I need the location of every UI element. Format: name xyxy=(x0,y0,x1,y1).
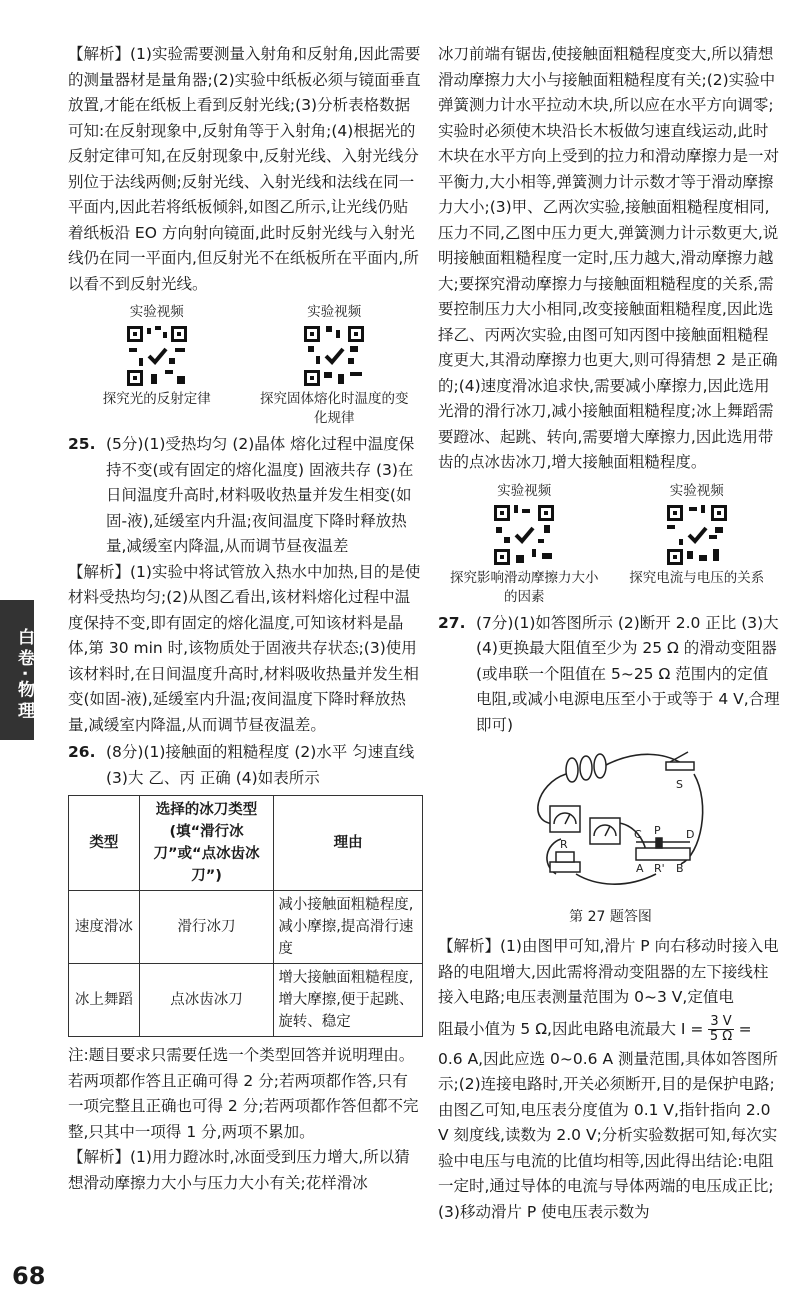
q25-answer: (5分)(1)受热均匀 (2)晶体 熔化过程中温度保持不变(或有固定的熔化温度) 固液共存 (3)在日间温度升高时,材料吸收热量并发生相变(如固-液),延缓室内升温;夜间温度下降时释放热量,减缓室内降温,从而调节昼夜温差 xyxy=(106,435,415,555)
fraction xyxy=(708,1015,733,1044)
qr-title: 实验视频 xyxy=(129,304,184,320)
voltmeter-icon xyxy=(590,818,620,844)
side-tab: 白卷·物理 xyxy=(0,600,34,740)
switch-icon xyxy=(666,752,694,770)
qr-row-1 xyxy=(68,303,423,428)
table-row xyxy=(69,964,423,1037)
table-cell: 冰上舞蹈 xyxy=(69,964,140,1037)
qr-code-icon xyxy=(665,503,729,567)
q27-answer: (7分)(1)如答图所示 (2)断开 2.0 正比 (3)大 (4)更换最大阻值至少为 25 Ω 的滑动变阻器(或串联一个阻值在 5~25 Ω 范围内的定值电阻,或减小电源电压至小于或等于 4 V,合理即可) xyxy=(476,613,780,734)
right-column xyxy=(438,42,783,1225)
table-row xyxy=(69,891,423,964)
qr-code-icon xyxy=(125,324,189,388)
qr-code-icon xyxy=(492,503,556,567)
qr-block[interactable] xyxy=(449,482,599,607)
label-r: R xyxy=(559,838,568,851)
answer-table xyxy=(68,795,423,1037)
formula-equals: = xyxy=(738,1019,752,1038)
qr-block[interactable] xyxy=(82,303,232,428)
rheostat-icon xyxy=(636,838,690,860)
table-header: 类型 xyxy=(69,796,140,891)
q26-analysis-continued: 冰刀前端有锯齿,使接触面粗糙程度变大,所以猜想滑动摩擦力大小与接触面粗糙程度有关;(2)实验中弹簧测力计水平拉动木块,所以应在水平方向调零;实验时必须使木块沿长木板做匀速直线运动,此时木块在水平方向上受到的拉力和滑动摩擦力是一对平衡力,大小相等,弹簧测力计示数才等于滑动摩擦力大小;(3)甲、乙两次实验,接触面粗糙程度相同,压力不同,乙图中压力更大,弹簧测力计示数更大,说明接触面粗糙程度一定时,压力越大,滑动摩擦力越大;要探究滑动摩擦力与接触面粗糙程度的关系,需要控制压力大小相同,改变接触面粗糙程度,因此选择乙、丙两次实验,由图可知丙图中接触面粗糙程度更大,其滑动摩擦力也更大,则可得猜想 2 是正确的;(4)速度滑冰追求快,需要减小摩擦力,因此选用光滑的滑行冰刀,减小接触面粗糙程度;冰上舞蹈需要蹬冰、起跳、转向,需要增大摩擦力,因此选用带齿的点冰齿冰刀,增大接触面粗糙程度。 xyxy=(438,45,780,471)
resistor-icon xyxy=(550,852,580,872)
qr-title: 实验视频 xyxy=(669,482,724,499)
qr-title: 实验视频 xyxy=(307,304,362,320)
qr-caption: 探究影响滑动摩擦力大小的因素 xyxy=(450,569,599,605)
q27-formula-line xyxy=(438,1011,783,1047)
battery-icon xyxy=(566,754,606,782)
table-cell: 增大接触面粗糙程度,增大摩擦,便于起跳、旋转、稳定 xyxy=(274,964,423,1037)
q24-analysis: 【解析】(1)实验需要测量入射角和反射角,因此需要的测量器材是量角器;(2)实验中纸板必须与镜面垂直放置,才能在纸板上看到反射光线;(3)分析表格数据可知:在反射现象中,反射角等于入射角;(4)根据光的反射定律可知,在反射现象中,反射光线、入射光线分别位于法线两侧;反射光线、入射光线和法线在同一平面内,因此若将纸板倾斜,如图乙所示,让光线仍贴着纸板沿 EO 方向射向镜面,此时反射光线与入射光线仍在同一平面内,但反射光不在纸板所在平面内,所以看不到反射光线。 xyxy=(68,45,421,293)
question-27 xyxy=(438,611,783,739)
left-column xyxy=(68,42,423,1196)
table-header: 选择的冰刀类型(填“滑行冰刀”或“点冰齿冰刀”) xyxy=(139,796,274,891)
q27-analysis-continued: 0.6 A,因此应选 0~0.6 A 测量范围,具体如答图所示;(2)连接电路时,开关必须断开,目的是保护电路;由图乙可知,电压表分度值为 0.1 V,指针指向 2.0 V 刻度线,读数为 2.0 V;分析实验数据可知,每次实验中电压与电流的比值均相等,因此得出结论:电阻一定时,通过导体的电流与导体两端的电压成正比;(3)移动滑片 P 使电压表示数为 xyxy=(438,1049,778,1221)
table-cell: 点冰齿冰刀 xyxy=(139,964,274,1037)
qr-caption: 探究电流与电压的关系 xyxy=(629,569,765,586)
qr-block[interactable] xyxy=(622,482,772,607)
question-26 xyxy=(68,740,423,791)
q26-analysis-start: 【解析】(1)用力蹬冰时,冰面受到压力增大,所以猜想滑动摩擦力大小与压力大小有关;花样滑冰 xyxy=(68,1148,410,1192)
qr-code-icon xyxy=(302,324,366,388)
question-25 xyxy=(68,432,423,560)
label-s: S xyxy=(675,778,683,791)
q25-analysis: 【解析】(1)实验中将试管放入热水中加热,目的是使材料受热均匀;(2)从图乙看出,该材料熔化过程中温度保持不变,即有固定的熔化温度,可知该材料是晶体,第 30 min 时,该物质处于固液共存状态;(3)使用该材料时,在日间温度升高时,材料吸收热量并发生相变(如固-液),延缓室内升温;夜间温度下降时释放热量,减缓室内降温,从而调节昼夜温差。 xyxy=(68,562,421,734)
label-r-prime: R' xyxy=(653,862,665,875)
table-cell: 滑行冰刀 xyxy=(139,891,274,964)
circuit-diagram xyxy=(516,744,706,894)
table-header-row xyxy=(69,796,423,891)
figure-caption: 第 27 题答图 xyxy=(569,908,652,925)
label-b: B xyxy=(675,862,684,875)
page-number: 68 xyxy=(12,1262,46,1290)
label-d: D xyxy=(685,828,694,841)
question-number: 26. xyxy=(68,743,96,761)
qr-caption: 探究固体熔化时温度的变化规律 xyxy=(260,391,409,426)
fraction-denominator: 5 Ω xyxy=(709,1028,733,1044)
q26-note: 注:题目要求只需要任选一个类型回答并说明理由。若两项都作答且正确可得 2 分;若两项都作答,只有一项完整且正确也可得 2 分;若两项都作答但都不完整,只其中一项得 1 分,两项不累加。 xyxy=(68,1046,419,1141)
circuit-figure xyxy=(438,744,783,903)
table-cell: 速度滑冰 xyxy=(69,891,140,964)
qr-block[interactable] xyxy=(259,303,409,428)
label-c: C xyxy=(633,828,642,841)
q27-analysis-start: 【解析】(1)由图甲可知,滑片 P 向右移动时接入电路的电阻增大,因此需将滑动变阻器的左下接线柱接入电路;电压表测量范围为 0~3 V,定值电 xyxy=(438,937,779,1006)
qr-title: 实验视频 xyxy=(497,482,552,499)
question-number: 27. xyxy=(438,613,466,632)
label-a: A xyxy=(635,862,644,875)
ammeter-icon xyxy=(550,806,580,832)
fraction-numerator: 3 V xyxy=(710,1013,732,1029)
table-cell: 减小接触面粗糙程度,减小摩擦,提高滑行速度 xyxy=(274,891,423,964)
table-header: 理由 xyxy=(274,796,423,891)
label-p: P xyxy=(653,824,661,837)
qr-caption: 探究光的反射定律 xyxy=(102,391,211,407)
question-number: 25. xyxy=(68,435,96,453)
q26-answer: (8分)(1)接触面的粗糙程度 (2)水平 匀速直线 (3)大 乙、丙 正确 (4)如表所示 xyxy=(106,743,415,787)
qr-row-2 xyxy=(438,482,783,607)
formula-text: 阻最小值为 5 Ω,因此电路电流最大 I = xyxy=(438,1019,704,1038)
